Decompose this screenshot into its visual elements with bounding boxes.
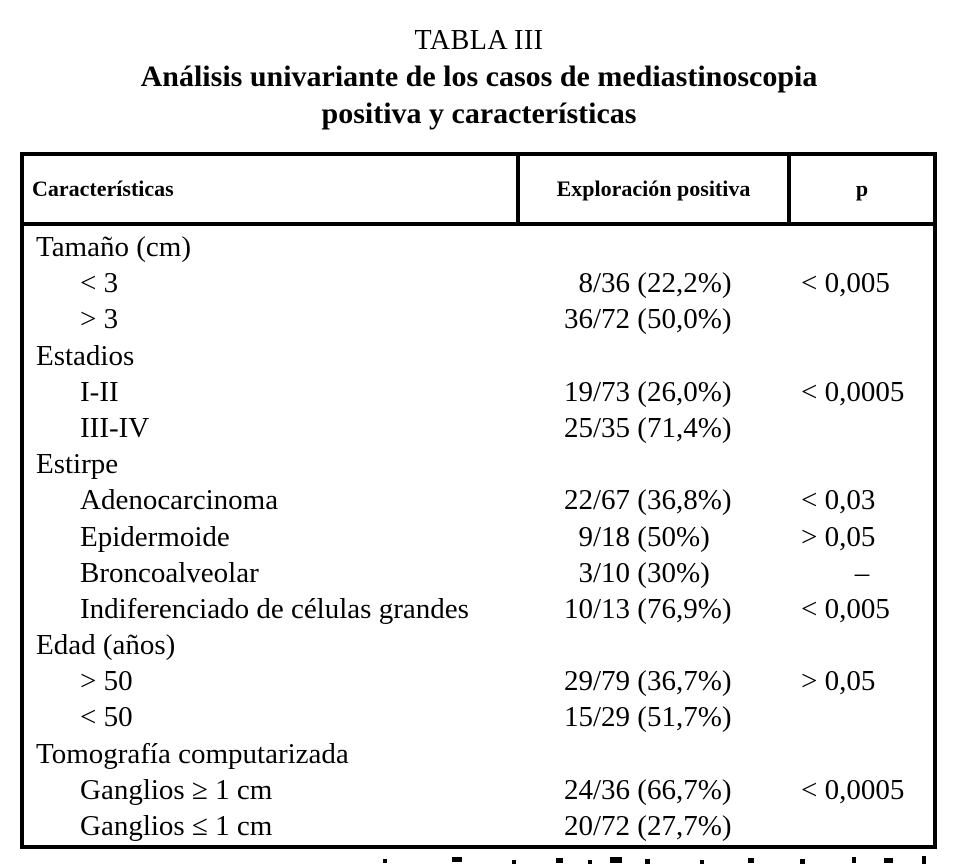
value-numerator: 24 bbox=[564, 773, 593, 806]
row-label: Indiferenciado de células grandes bbox=[80, 592, 469, 625]
row-label: > 3 bbox=[80, 303, 119, 336]
value-numerator: 22 bbox=[564, 484, 593, 517]
row-label: Estadios bbox=[36, 339, 135, 372]
value-denominator-percent: /72 (27,7%) bbox=[593, 810, 732, 842]
table-group-row bbox=[24, 229, 933, 265]
table-group-row bbox=[24, 446, 933, 482]
p-value: < 0,005 bbox=[801, 267, 890, 300]
table-body bbox=[24, 226, 933, 845]
value-denominator-percent: /72 (50,0%) bbox=[593, 303, 732, 336]
table-row bbox=[24, 265, 933, 301]
cropped-glyph-fragment bbox=[922, 856, 926, 864]
value-numerator: 29 bbox=[564, 665, 593, 698]
table-group-row bbox=[24, 338, 933, 374]
header-caracteristicas: Características bbox=[24, 156, 520, 222]
table-row bbox=[24, 301, 933, 337]
data-table bbox=[20, 152, 937, 849]
cropped-glyph-fragment bbox=[884, 858, 893, 863]
value-denominator-percent: /79 (36,7%) bbox=[593, 665, 732, 698]
value-numerator: 20 bbox=[564, 810, 593, 842]
value-denominator-percent: /73 (26,0%) bbox=[593, 375, 732, 408]
cropped-glyph-fragment bbox=[383, 859, 387, 863]
value-numerator: 3 bbox=[578, 556, 593, 589]
cropped-glyph-fragment bbox=[452, 857, 462, 862]
value-denominator-percent: /18 (50%) bbox=[593, 520, 710, 553]
table-row bbox=[24, 410, 933, 446]
p-value: > 0,05 bbox=[801, 520, 876, 553]
value-denominator-percent: /10 (30%) bbox=[593, 556, 710, 589]
cropped-glyph-fragment bbox=[610, 857, 622, 863]
value-numerator: 19 bbox=[564, 375, 593, 408]
table-row bbox=[24, 519, 933, 555]
table-number-label: TABLA III bbox=[414, 25, 544, 56]
row-label: Tomografía computarizada bbox=[36, 737, 349, 770]
value-denominator-percent: /13 (76,9%) bbox=[593, 592, 732, 625]
table-title-line-1: Análisis univariante de los casos de mediastinoscopia bbox=[140, 60, 818, 93]
p-value: < 0,0005 bbox=[801, 773, 905, 806]
row-label: Edad (años) bbox=[36, 629, 176, 662]
value-denominator-percent: /29 (51,7%) bbox=[593, 701, 732, 734]
value-denominator-percent: /67 (36,8%) bbox=[593, 484, 732, 517]
cropped-glyph-fragment bbox=[700, 860, 704, 864]
table-title-line-2: positiva y características bbox=[321, 97, 637, 130]
p-value: < 0,005 bbox=[801, 592, 890, 625]
value-numerator: 36 bbox=[564, 303, 593, 336]
p-value: < 0,0005 bbox=[801, 375, 905, 408]
row-label: < 3 bbox=[80, 267, 119, 300]
value-numerator: 15 bbox=[564, 701, 593, 734]
row-label: Broncoalveolar bbox=[80, 556, 259, 589]
table-row bbox=[24, 808, 933, 844]
cropped-glyph-fragment bbox=[588, 860, 592, 864]
table-header-row bbox=[24, 156, 933, 226]
table-group-row bbox=[24, 736, 933, 772]
table-row bbox=[24, 374, 933, 410]
row-label: III-IV bbox=[80, 411, 150, 444]
value-denominator-percent: /36 (66,7%) bbox=[593, 773, 732, 806]
cropped-glyph-fragment bbox=[852, 857, 856, 863]
value-numerator: 8 bbox=[578, 267, 593, 300]
cropped-glyph-fragment bbox=[512, 860, 516, 864]
row-label: Ganglios ≥ 1 cm bbox=[80, 773, 273, 806]
cropped-glyph-fragment bbox=[800, 859, 805, 864]
table-row bbox=[24, 663, 933, 699]
cropped-glyph-fragment bbox=[645, 859, 650, 864]
p-value: > 0,05 bbox=[801, 665, 876, 698]
row-label: Tamaño (cm) bbox=[36, 231, 191, 263]
table-row bbox=[24, 591, 933, 627]
value-numerator: 9 bbox=[578, 520, 593, 553]
row-label: Epidermoide bbox=[80, 520, 230, 553]
table-row bbox=[24, 772, 933, 808]
p-value: – bbox=[854, 556, 870, 589]
table-row bbox=[24, 482, 933, 518]
row-label: I-II bbox=[80, 375, 119, 408]
table-title-block bbox=[0, 24, 958, 132]
value-numerator: 10 bbox=[564, 592, 593, 625]
row-label: Estirpe bbox=[36, 448, 119, 481]
value-numerator: 25 bbox=[564, 411, 593, 444]
row-label: Ganglios ≤ 1 cm bbox=[80, 810, 273, 842]
header-exploracion-positiva: Exploración positiva bbox=[520, 156, 791, 222]
row-label: < 50 bbox=[80, 701, 133, 734]
row-label: Adenocarcinoma bbox=[80, 484, 279, 517]
value-denominator-percent: /35 (71,4%) bbox=[593, 411, 732, 444]
p-value: < 0,03 bbox=[801, 484, 876, 517]
value-denominator-percent: /36 (22,2%) bbox=[593, 267, 732, 300]
table-row bbox=[24, 555, 933, 591]
cropped-glyph-fragment bbox=[556, 858, 563, 863]
header-p-value: p bbox=[855, 176, 869, 201]
cropped-glyph-fragment bbox=[748, 858, 754, 863]
row-label: > 50 bbox=[80, 665, 133, 698]
table-row bbox=[24, 699, 933, 735]
table-group-row bbox=[24, 627, 933, 663]
